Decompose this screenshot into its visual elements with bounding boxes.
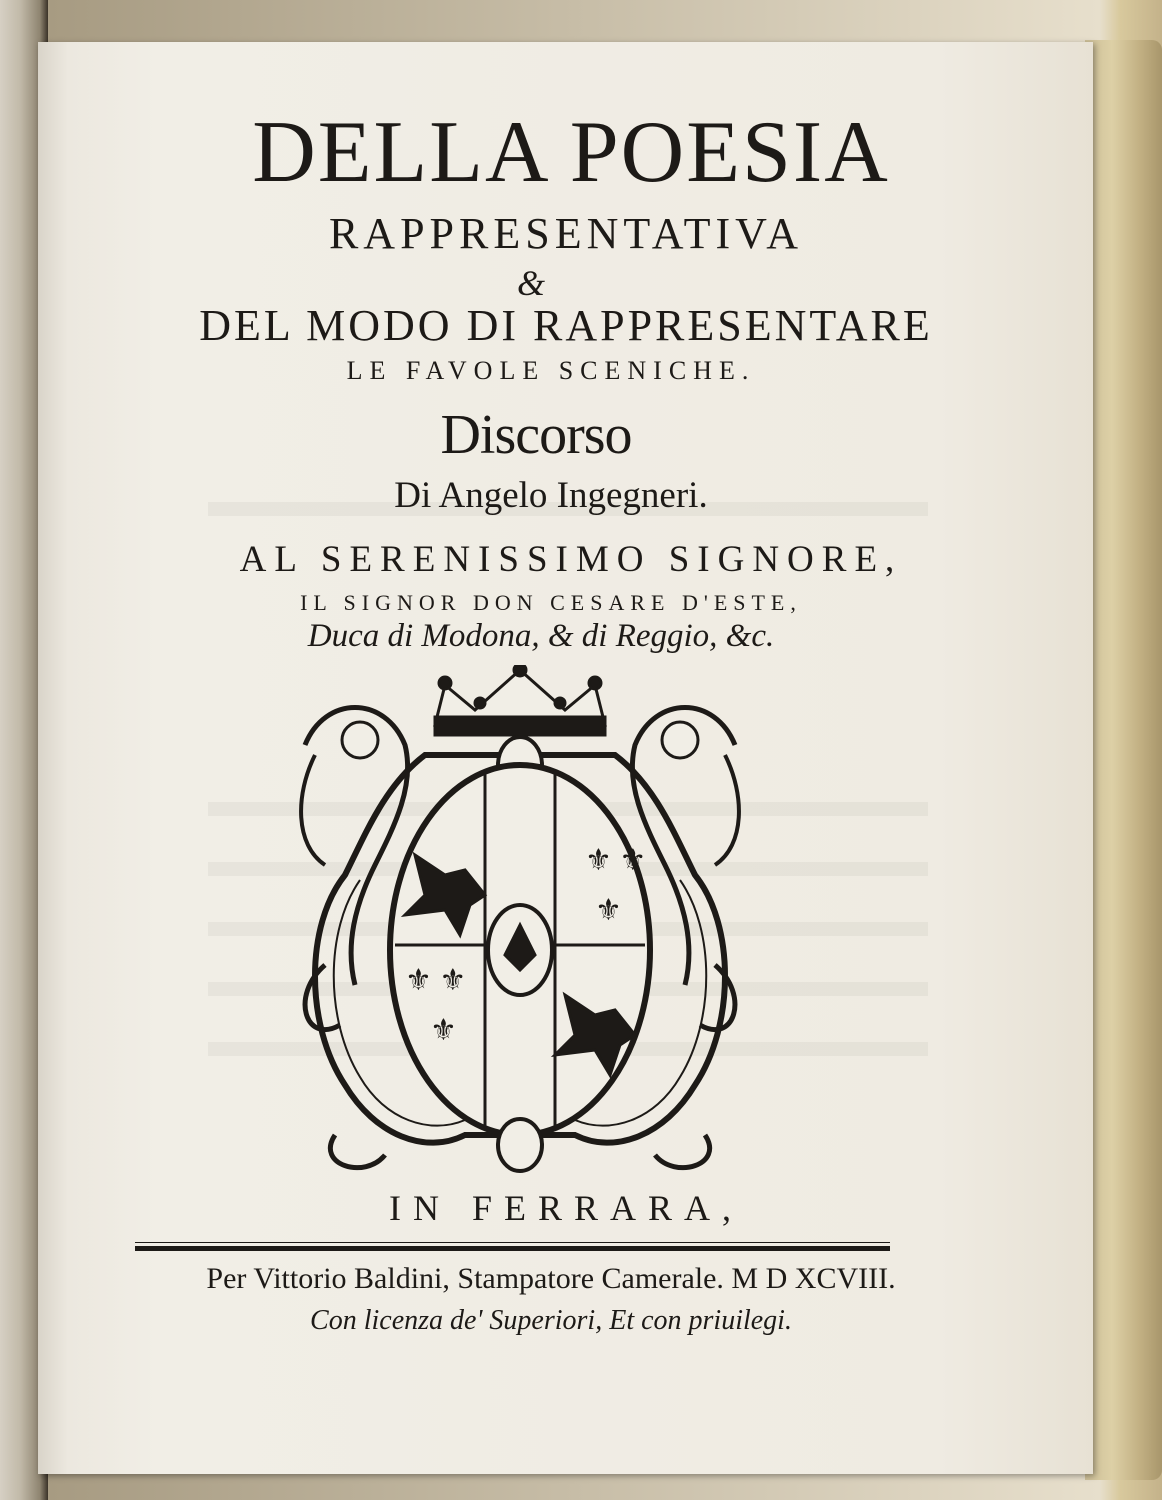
svg-text:⚜: ⚜ (595, 894, 622, 927)
svg-text:⚜ ⚜: ⚜ ⚜ (405, 964, 467, 997)
imprint-printer: Per Vittorio Baldini, Stampatore Camerale. M D XCVIII. (206, 1262, 896, 1295)
dedication-line-3: Duca di Modona, & di Reggio, &c. (307, 618, 775, 654)
title-line-3: DEL MODO DI RAPPRESENTARE (199, 301, 933, 350)
title-line-2: RAPPRESENTATIVA (328, 209, 804, 258)
title-line-1: DELLA POESIA (252, 104, 890, 201)
coat-of-arms-emblem (285, 665, 755, 1185)
imprint-rule-thin (135, 1242, 890, 1243)
svg-text:⚜: ⚜ (430, 1014, 457, 1047)
author-line: Di Angelo Ingegneri. (394, 475, 708, 516)
dedication-line-2: IL SIGNOR DON CESARE D'ESTE, (300, 590, 802, 615)
svg-text:⚜ ⚜: ⚜ ⚜ (585, 844, 647, 877)
title-line-4: LE FAVOLE SCENICHE. (346, 356, 756, 385)
genre-label: Discorso (440, 404, 632, 466)
imprint-place: IN FERRARA, (388, 1188, 744, 1228)
imprint-licence: Con licenza de' Superiori, Et con priuilegi. (310, 1305, 792, 1336)
dedication-line-1: AL SERENISSIMO SIGNORE, (239, 539, 903, 580)
imprint-rule (135, 1246, 890, 1251)
title-ampersand: & (516, 263, 545, 303)
